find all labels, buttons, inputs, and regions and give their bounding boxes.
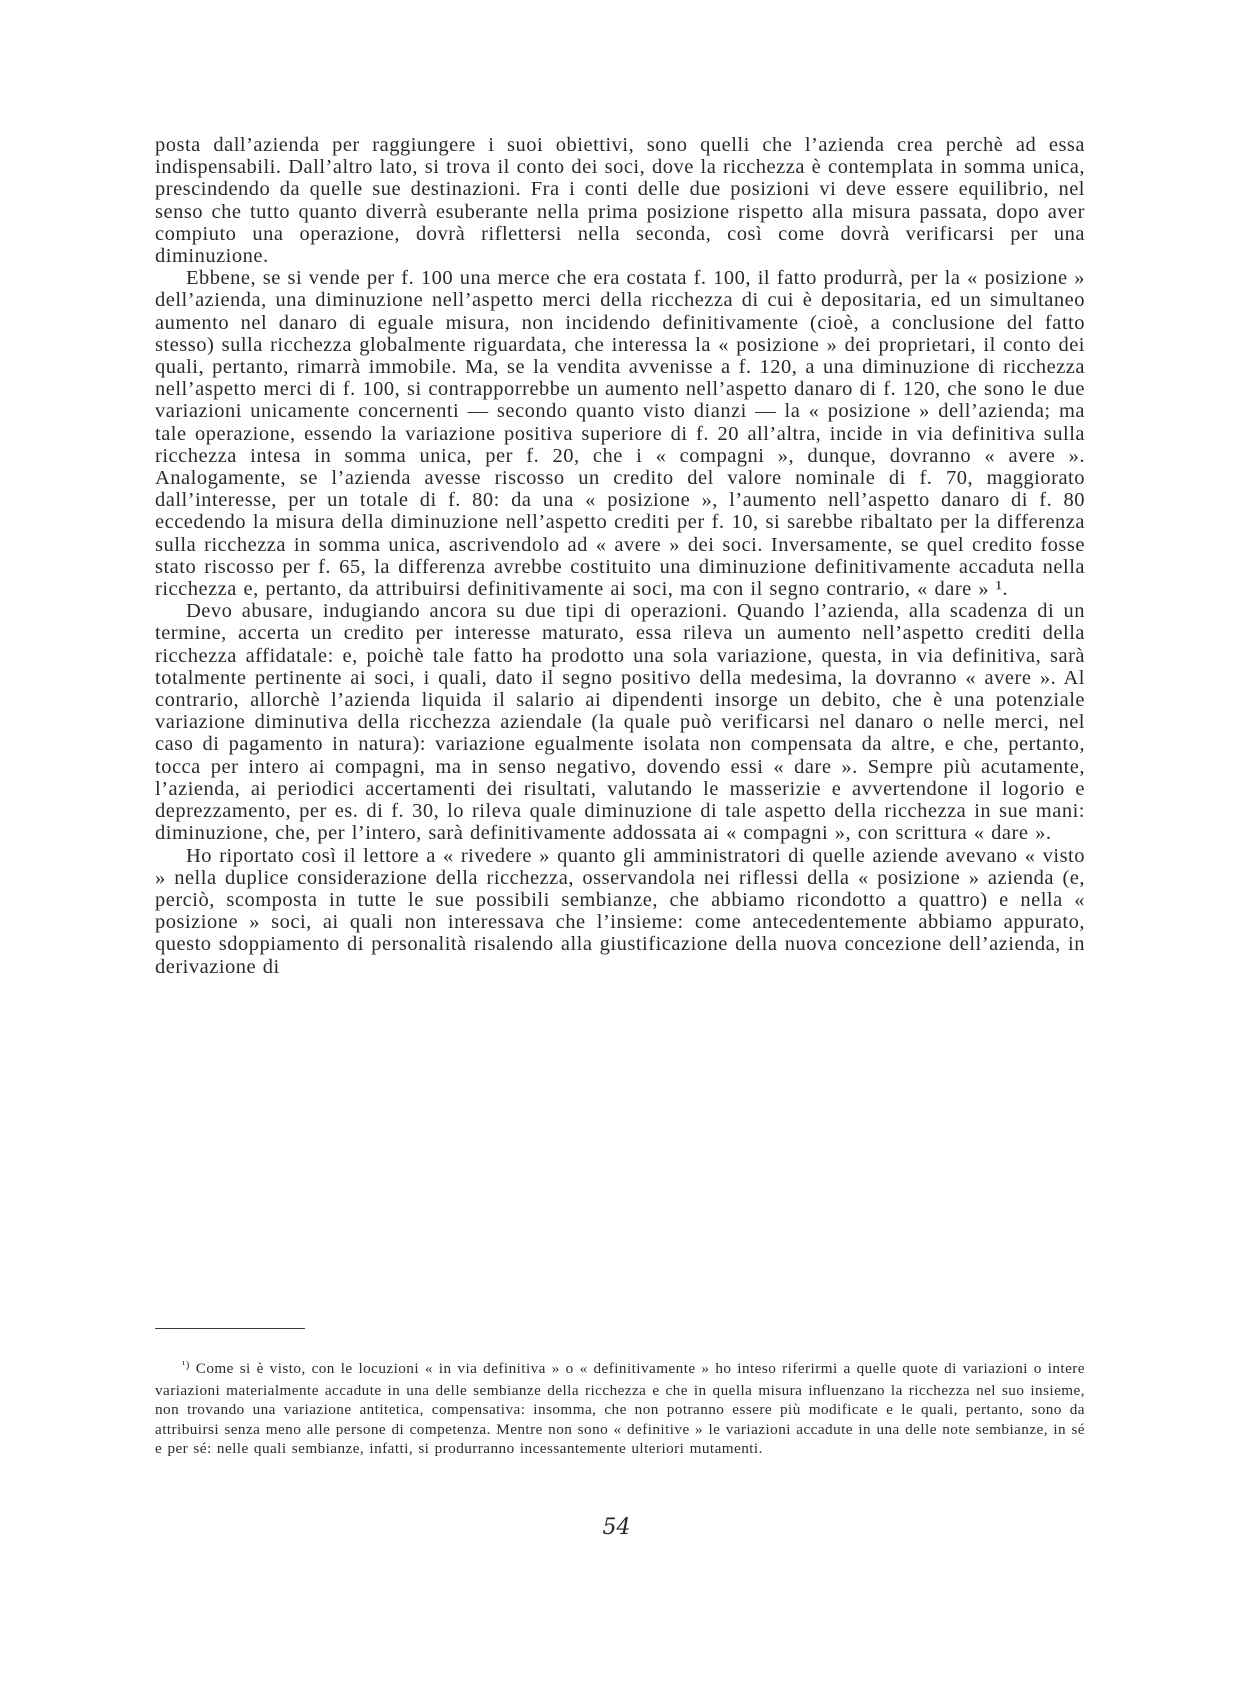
paragraph-4: Ho riportato così il lettore a « rivedere » quanto gli amministratori di quelle aziende avevano « visto » nella duplice considerazione della ricchezza, osservandola nei riflessi della « posizione » azienda (e, perciò, scomposta in tutte le sue possibili sembianze, che abbiamo ricondotto a quattro) e nella « posizione » soci, ai quali non interessava che l’insieme: come antecedentemente abbiamo appurato, questo sdoppiamento di personalità risalendo alla giustificazione della nuova concezione dell’azienda, in derivazione di xyxy=(155,844,1085,978)
paragraph-1: posta dall’azienda per raggiungere i suoi obiettivi, sono quelli che l’azienda crea perchè ad essa indispensabili. Dall’altro lato, si trova il conto dei soci, dove la ricchezza è contemplata in somma unica, prescindendo da quelle sue destinazioni. Fra i conti delle due posizioni vi deve essere equilibrio, nel senso che tutto quanto diverrà esuberante nella prima posizione rispetto alla misura passata, dopo aver compiuto una operazione, dovrà riflettersi nella seconda, così come dovrà verificarsi per una diminuzione. xyxy=(155,134,1085,268)
footnote-divider xyxy=(155,1328,305,1329)
footnotes xyxy=(155,1359,1085,1459)
footnote-1 xyxy=(155,1359,1085,1459)
paragraph-2: Ebbene, se si vende per f. 100 una merce che era costata f. 100, il fatto produrrà, per la « posizione » dell’azienda, una diminuzione nell’aspetto merci della ricchezza di cui è depositaria, ed un simultaneo aumento nel danaro di eguale misura, non incidendo definitivamente (cioè, a conclusione del fatto stesso) sulla ricchezza globalmente riguardata, che interessa la « posizione » dei proprietari, il conto dei quali, pertanto, rimarrà immobile. Ma, se la vendita avvenisse a f. 120, a una diminuzione di ricchezza nell’aspetto merci di f. 100, si contrapporrebbe un aumento nell’aspetto danaro di f. 120, che sono le due variazioni unicamente concernenti — secondo quanto visto dianzi — la « posizione » dell’azienda; ma tale operazione, essendo la variazione positiva superiore di f. 20 all’altra, incide in via definitiva sulla ricchezza intesa in somma unica, per f. 20, che i « compagni », dunque, dovranno « avere ». Analogamente, se l’azienda avesse riscosso un credito del valore nominale di f. 70, maggiorato dall’interesse, per un totale di f. 80: da una « posizione », l’aumento nell’aspetto danaro di f. 80 eccedendo la misura della diminuzione nell’aspetto crediti per f. 10, si sarebbe ribaltato per la differenza sulla ricchezza in somma unica, ascrivendolo ad « avere » dei soci. Inversamente, se quel credito fosse stato riscosso per f. 65, la differenza avrebbe costituito una diminuzione definitivamente accaduta nella ricchezza e, pertanto, da attribuirsi definitivamente ai soci, ma con il segno contrario, « dare » ¹. xyxy=(155,267,1085,601)
main-text xyxy=(155,134,1085,978)
footnote-marker: ¹) xyxy=(182,1359,190,1371)
footnote-text: Come si è visto, con le locuzioni « in via definitiva » o « definitivamente » ho inteso riferirmi a quelle quote di variazioni o intere variazioni materialmente accadute in una delle sembianze della ricchezza e che in quella misura influenzano la ricchezza nel suo insieme, non trovando una variazione antitetica, compensativa: insomma, che non potranno essere più modificate e le quali, pertanto, sono da attribuirsi senza meno alle persone di competenza. Mentre non sono « definitive » le variazioni accadute in una delle note sembianze, in sé e per sé: nelle quali sembianze, infatti, si produrranno incessantemente ulteriori mutamenti. xyxy=(155,1360,1085,1457)
page-number: 54 xyxy=(602,1515,631,1540)
paragraph-3: Devo abusare, indugiando ancora su due tipi di operazioni. Quando l’azienda, alla scadenza di un termine, accerta un credito per interesse maturato, essa rileva un aumento nell’aspetto crediti della ricchezza affidatale: e, poichè tale fatto ha prodotto una sola variazione, questa, in via definitiva, sarà totalmente pertinente ai soci, i quali, dato il segno positivo della medesima, la dovranno « avere ». Al contrario, allorchè l’azienda liquida il salario ai dipendenti insorge un debito, che è una potenziale variazione diminutiva della ricchezza aziendale (la quale può verificarsi nel danaro o nelle merci, nel caso di pagamento in natura): variazione egualmente isolata non compensata da altre, e che, pertanto, tocca per intero ai compagni, ma in senso negativo, dovendo essi « dare ». Sempre più acutamente, l’azienda, ai periodici accertamenti dei risultati, valutando le masserizie e avvertendone il logorio e deprezzamento, per es. di f. 30, lo rileva quale diminuzione di tale aspetto della ricchezza in sue mani: diminuzione, che, per l’intero, sarà definitivamente addossata ai « compagni », con scrittura « dare ». xyxy=(155,600,1085,845)
